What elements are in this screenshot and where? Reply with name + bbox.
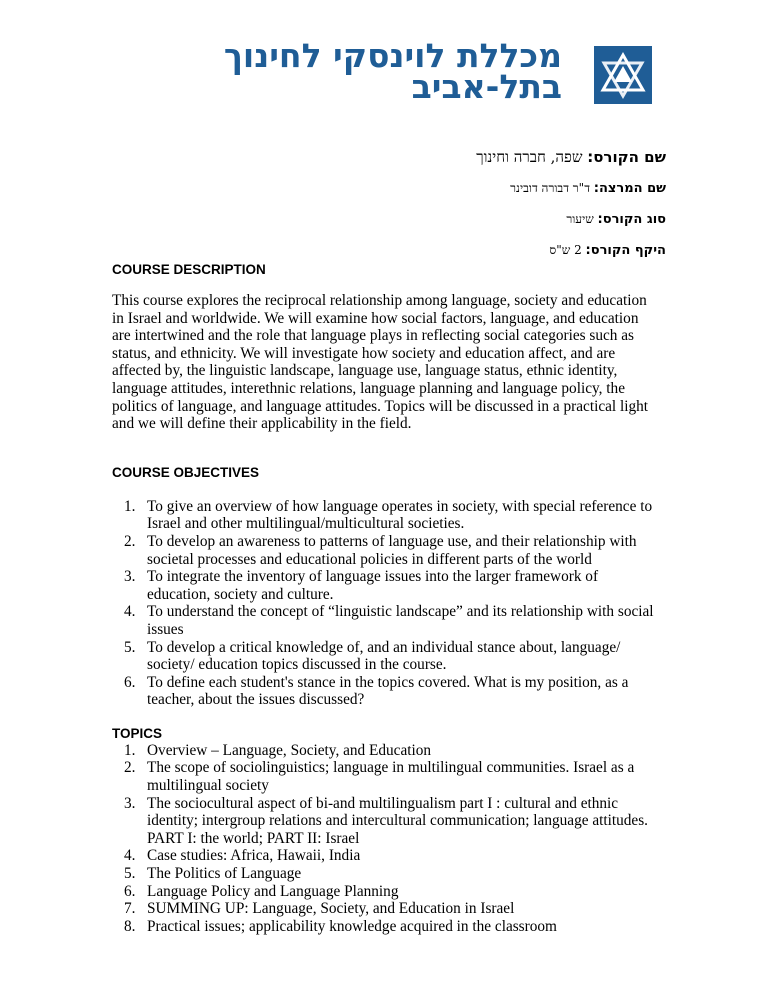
- course-name-value: שפה, חברה וחינוך: [476, 148, 588, 166]
- document-body: [112, 262, 658, 935]
- college-header: [208, 36, 652, 108]
- course-description-heading: COURSE DESCRIPTION: [112, 262, 266, 277]
- list-item: 1. Overview – Language, Society, and Education: [124, 741, 432, 759]
- course-name-line: [266, 148, 666, 179]
- list-item: 5. The Politics of Language: [124, 865, 302, 883]
- course-type-line: [266, 210, 666, 241]
- course-scope-value: 2 ש"ס: [549, 243, 586, 257]
- topics-list: [112, 742, 658, 936]
- lecturer-line: [266, 179, 666, 210]
- course-type-label: סוג הקורס:: [597, 212, 666, 227]
- list-item: 2. The scope of sociolinguistics; language in multilingual communities. Israel as a multilingual society: [124, 759, 635, 795]
- course-scope-label: היקף הקורס:: [585, 243, 666, 258]
- list-item: 4. Case studies: Africa, Hawaii, India: [124, 847, 361, 865]
- list-item: 2. To develop an awareness to patterns of language use, and their relationship with societal processes and educational policies in different parts of the world: [124, 532, 637, 568]
- course-meta: [266, 148, 666, 272]
- lecturer-value: ד"ר דבורה דובינר: [510, 181, 594, 195]
- course-name-label: שם הקורס:: [587, 148, 666, 166]
- course-type-value: שיעור: [566, 212, 598, 226]
- course-description-text: This course explores the reciprocal relationship among language, society and education in Israel and worldwide. We will examine how social factors, language, and education are intertwined and the role that language plays in reflecting social categories such as status, and ethnicity. We will investigate how society and education affect, and are affected by, the linguistic landscape, language use, language status, ethnic identity, language attitudes, interethnic relations, language planning and language policy, the politics of language, and language attitudes. Topics will be discussed in a practical light and we will define their applicability in the field.: [112, 292, 649, 433]
- list-item: 5. To develop a critical knowledge of, and an individual stance about, language/ society/ education topics discussed in the course.: [124, 638, 621, 674]
- list-item: 6. Language Policy and Language Planning: [124, 882, 399, 900]
- objectives-list: [112, 498, 658, 709]
- list-item: 1. To give an overview of how language operates in society, with special reference to Israel and other multilingual/multicultural societies.: [124, 497, 653, 533]
- list-item: 4. To understand the concept of “linguistic landscape” and its relationship with social issues: [124, 603, 654, 638]
- list-item: 8. Practical issues; applicability knowledge acquired in the classroom: [124, 917, 557, 935]
- star-of-david-triangle-logo-icon: [594, 46, 652, 104]
- topics-heading: TOPICS: [112, 725, 163, 741]
- list-item: 6. To define each student's stance in the topics covered. What is my position, as a teacher, about the issues discussed?: [124, 673, 629, 709]
- lecturer-label: שם המרצה:: [593, 181, 666, 196]
- college-name: מכללת לוינסקי לחינוך בתל-אביב: [223, 36, 562, 106]
- course-objectives-heading: COURSE OBJECTIVES: [112, 464, 260, 480]
- list-item: 7. SUMMING UP: Language, Society, and Education in Israel: [124, 900, 515, 918]
- list-item: 3. To integrate the inventory of language issues into the larger framework of education, society and culture.: [124, 568, 599, 603]
- list-item: 3. The sociocultural aspect of bi-and multilingualism part I : cultural and ethnic identity; intergroup relations and intercultural communication; language attitudes. PART I: the world; PART II: Israel: [124, 794, 648, 847]
